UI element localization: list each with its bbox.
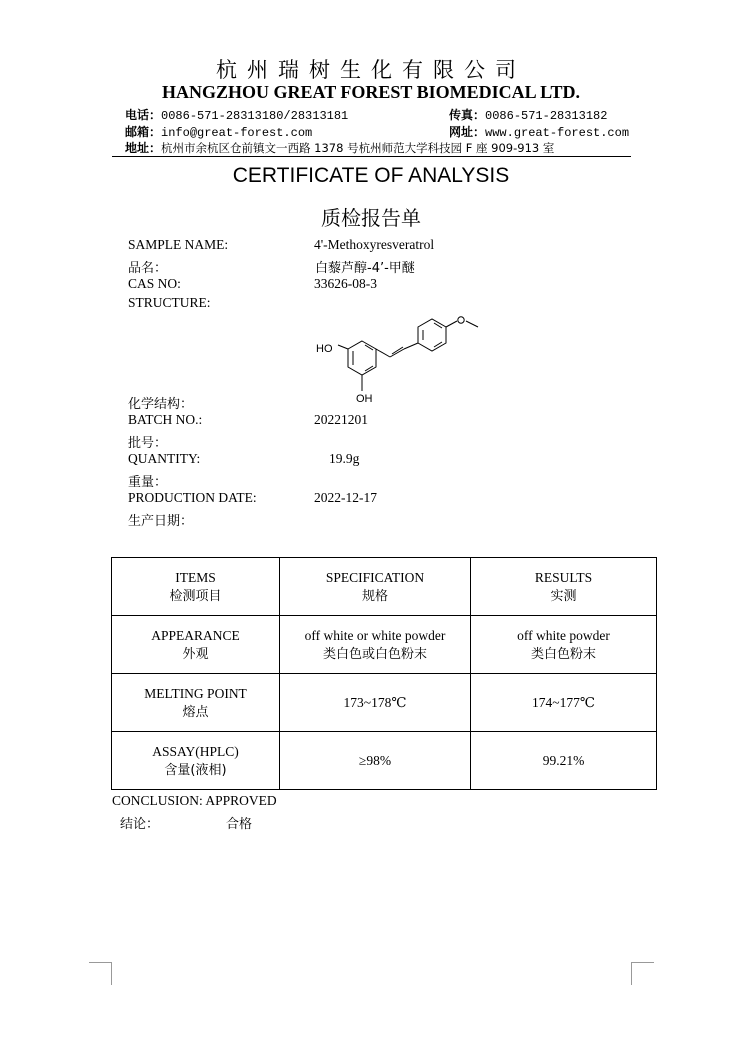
table-header-row <box>112 558 657 616</box>
conclusion-value-cn: 合格 <box>226 817 253 832</box>
spec-cell <box>280 732 471 790</box>
result-cell <box>471 732 657 790</box>
analysis-table <box>111 557 657 790</box>
result-value: 174~177℃ <box>532 695 595 710</box>
header-spec-en: SPECIFICATION <box>325 569 425 585</box>
chemical-structure-image <box>300 305 500 410</box>
result-cell <box>471 674 657 732</box>
structure-ho-label: HO <box>316 343 333 355</box>
sample-name-label: SAMPLE NAME: <box>128 237 229 252</box>
address-label: 地址： <box>125 141 162 155</box>
conclusion-label-en: CONCLUSION: APPROVED <box>112 793 277 808</box>
item-cell <box>112 616 280 674</box>
table-row <box>112 674 657 732</box>
quantity-value: 19.9g <box>329 451 360 466</box>
product-name-cn-label: 品名： <box>128 261 168 276</box>
header-items-cn: 检测项目 <box>169 588 222 604</box>
batch-label: BATCH NO.: <box>128 412 203 427</box>
website-value: www.great-forest.com <box>485 126 630 140</box>
header-items-en: ITEMS <box>175 569 216 585</box>
email-label: 邮箱： <box>125 125 162 139</box>
result-cn: 类白色粉末 <box>530 646 596 662</box>
phone-label: 电话： <box>125 108 162 122</box>
email-line <box>125 123 312 140</box>
result-cell <box>471 616 657 674</box>
quantity-label: QUANTITY: <box>128 451 201 466</box>
production-date-cn-label: 生产日期： <box>128 514 194 529</box>
item-cn: 熔点 <box>182 704 209 720</box>
company-name-cn: 杭州瑞树生化有限公司 <box>216 58 526 82</box>
header-results-en: RESULTS <box>534 569 593 585</box>
header-results-cn: 实测 <box>550 588 577 604</box>
phone-line <box>125 106 348 123</box>
address-line <box>125 139 554 156</box>
table-row <box>112 616 657 674</box>
table-row <box>112 732 657 790</box>
structure-oxygen-atom <box>458 317 464 323</box>
structure-cn-label: 化学结构： <box>128 397 194 412</box>
header-spec-cn: 规格 <box>361 588 388 604</box>
sample-name-value: 4'-Methoxyresveratrol <box>314 237 435 252</box>
item-en: ASSAY(HPLC) <box>152 743 239 759</box>
page-corner-mark-right <box>631 962 654 985</box>
item-en: APPEARANCE <box>151 627 240 643</box>
page-corner-mark-left <box>89 962 112 985</box>
header-cell-items <box>112 558 280 616</box>
header-cell-results <box>471 558 657 616</box>
item-cn: 外观 <box>182 646 209 662</box>
item-cell <box>112 674 280 732</box>
production-date-value: 2022-12-17 <box>314 490 377 505</box>
fax-line <box>449 106 607 123</box>
document-title-en: CERTIFICATE OF ANALYSIS <box>232 164 510 187</box>
cas-label: CAS NO: <box>128 276 181 291</box>
cas-value: 33626-08-3 <box>314 276 377 291</box>
website-line <box>449 123 629 140</box>
batch-cn-label: 批号： <box>128 436 168 451</box>
result-en: off white powder <box>517 627 610 643</box>
production-date-label: PRODUCTION DATE: <box>128 490 257 505</box>
fax-value: 0086-571-28313182 <box>485 109 608 123</box>
header-cell-specification <box>280 558 471 616</box>
company-name-en: HANGZHOU GREAT FOREST BIOMEDICAL LTD. <box>162 82 580 102</box>
website-label: 网址： <box>449 125 486 139</box>
spec-cell <box>280 616 471 674</box>
spec-cn: 类白色或白色粉末 <box>322 646 427 662</box>
batch-value: 20221201 <box>314 412 368 427</box>
header-divider <box>112 156 631 157</box>
phone-value: 0086-571-28313180/28313181 <box>161 109 349 123</box>
email-value: info@great-forest.com <box>161 126 313 140</box>
fax-label: 传真： <box>449 108 486 122</box>
item-en: MELTING POINT <box>144 685 247 701</box>
product-name-cn-value: 白藜芦醇-4’-甲醚 <box>315 261 415 276</box>
item-cn: 含量(液相) <box>164 762 227 778</box>
document-title-cn: 质检报告单 <box>321 206 421 230</box>
structure-label: STRUCTURE: <box>128 295 211 310</box>
spec-en: off white or white powder <box>304 627 446 643</box>
spec-value: ≥98% <box>358 753 392 768</box>
structure-oh-label: OH <box>356 393 373 405</box>
item-cell <box>112 732 280 790</box>
address-value: 杭州市余杭区仓前镇文一西路 1378 号杭州师范大学科技园 F 座 909-913 室 <box>161 141 555 155</box>
conclusion-label-cn: 结论： <box>120 817 160 832</box>
quantity-cn-label: 重量： <box>128 475 168 490</box>
result-value: 99.21% <box>542 753 585 768</box>
spec-cell <box>280 674 471 732</box>
spec-value: 173~178℃ <box>343 695 407 710</box>
